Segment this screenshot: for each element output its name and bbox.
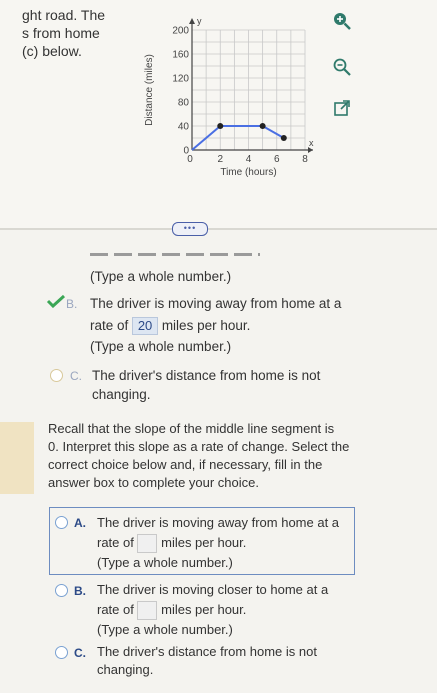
- zoom-out-icon[interactable]: [331, 56, 353, 78]
- answer-box[interactable]: 20: [132, 317, 158, 335]
- choice-hint: (Type a whole number.): [97, 622, 233, 637]
- radio-button[interactable]: [50, 369, 63, 382]
- choice-text: The driver is moving away from home at a: [97, 515, 340, 530]
- choice-text: The driver's distance from home is not: [97, 644, 317, 659]
- prompt-line: correct choice below and, if necessary, fill in the: [48, 457, 323, 472]
- prompt-line: Recall that the slope of the middle line segment is: [48, 421, 335, 436]
- choice-rate-line: [90, 316, 250, 335]
- rate-prefix: rate of: [97, 535, 134, 550]
- checkmark-icon: [46, 294, 66, 308]
- choice-letter: A.: [74, 516, 86, 530]
- choice-text: The driver is moving closer to home at a: [97, 582, 329, 597]
- radio-button[interactable]: [55, 516, 68, 529]
- x-tick-label: 6: [273, 154, 280, 165]
- prompt-line: 0. Interpret this slope as a rate of change. Select the: [48, 439, 350, 454]
- zoom-in-icon[interactable]: [331, 10, 353, 32]
- y-axis-letter: y: [197, 16, 202, 26]
- intro-line: (c) below.: [22, 43, 82, 59]
- section-divider: [0, 228, 437, 230]
- question-marker: [0, 422, 34, 494]
- y-axis-label: Distance (miles): [144, 54, 155, 126]
- choice-text: The driver is moving away from home at a: [90, 296, 342, 311]
- cropped-text-line: [90, 251, 260, 257]
- y-tick-label: 120: [172, 73, 189, 85]
- answer-box[interactable]: [137, 534, 157, 553]
- rate-suffix: miles per hour.: [161, 535, 247, 550]
- intro-line: ght road. The: [22, 7, 106, 23]
- answer-box[interactable]: [137, 601, 157, 620]
- more-button[interactable]: •••: [172, 222, 208, 236]
- choice-letter: C.: [74, 646, 86, 660]
- graph-panel: [0, 0, 437, 228]
- y-tick-label: 40: [177, 121, 189, 133]
- type-hint: (Type a whole number.): [90, 269, 232, 284]
- x-tick-label: 0: [187, 154, 193, 165]
- choice-text: The driver's distance from home is not: [92, 368, 321, 383]
- data-point: [217, 123, 223, 129]
- choice-letter: C.: [70, 369, 82, 383]
- choice-rate-line: [97, 533, 246, 553]
- x-axis-letter: x: [309, 138, 314, 148]
- choice-hint: (Type a whole number.): [90, 339, 232, 354]
- choice-letter: B.: [66, 297, 78, 311]
- choice-text-line2: changing.: [92, 387, 151, 402]
- problem-text-fragment: [22, 6, 105, 60]
- radio-button[interactable]: [55, 646, 68, 659]
- choice-text-line2: changing.: [97, 662, 154, 677]
- question-prompt: [48, 420, 349, 492]
- rate-prefix: rate of: [90, 318, 129, 333]
- choice-letter: B.: [74, 584, 86, 598]
- y-tick-label: 0: [183, 145, 189, 157]
- rate-suffix: miles per hour.: [161, 318, 251, 333]
- choice-hint: (Type a whole number.): [97, 555, 233, 570]
- distance-time-chart: [140, 8, 325, 193]
- x-tick-label: 4: [245, 154, 252, 165]
- y-axis-arrow: [189, 18, 195, 24]
- rate-prefix: rate of: [97, 602, 134, 617]
- x-tick-label: 8: [302, 154, 308, 165]
- data-point: [281, 135, 287, 141]
- rate-suffix: miles per hour.: [161, 602, 247, 617]
- y-tick-label: 200: [172, 25, 189, 37]
- y-tick-label: 160: [172, 49, 189, 61]
- x-tick-label: 2: [217, 154, 224, 165]
- prompt-line: answer box to complete your choice.: [48, 475, 259, 490]
- external-link-icon[interactable]: [331, 97, 353, 119]
- choice-rate-line: [97, 600, 246, 620]
- radio-button[interactable]: [55, 584, 68, 597]
- intro-line: s from home: [22, 25, 100, 41]
- data-point: [260, 123, 266, 129]
- x-axis-label: Time (hours): [220, 167, 277, 178]
- y-tick-label: 80: [177, 97, 189, 109]
